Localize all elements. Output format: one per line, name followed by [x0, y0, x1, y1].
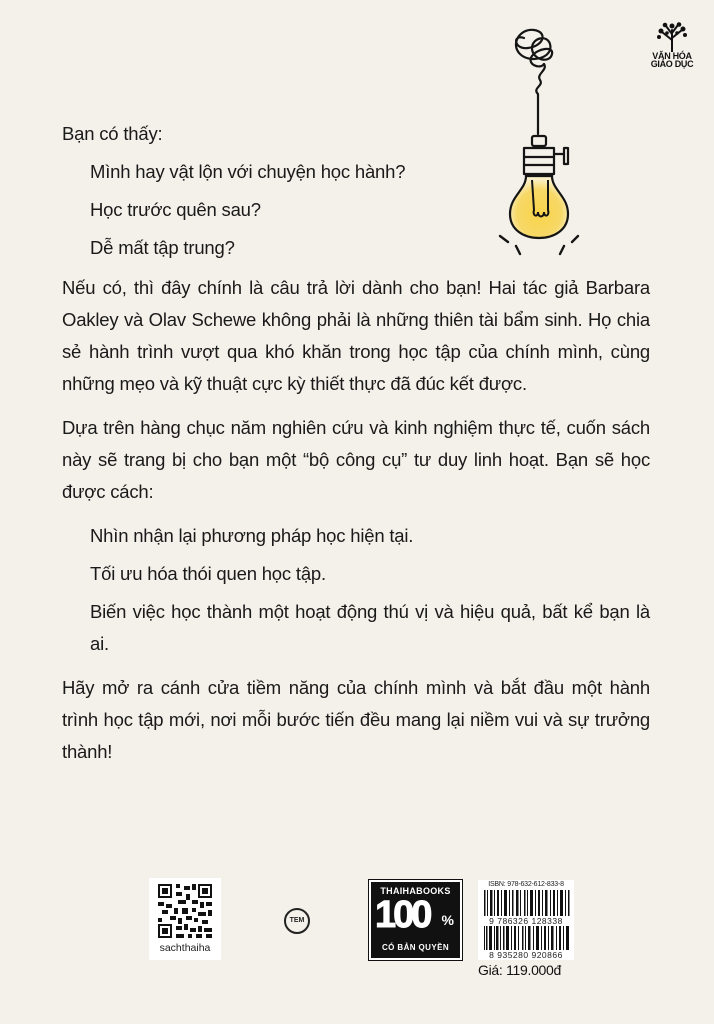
paragraph-closing: Hãy mở ra cánh cửa tiềm năng của chính mình và bắt đầu một hành trình học tập mới, nơi mỗi bước tiến đều mang lại niềm vui và sự trưởng thành! — [62, 677, 650, 762]
publisher-logo — [642, 22, 702, 68]
badge-brand: THAIHABOOKS — [380, 886, 451, 896]
qr-code-icon — [158, 884, 212, 938]
paragraph-toolkit: Dựa trên hàng chục năm nghiên cứu và kinh nghiệm thực tế, cuốn sách này sẽ trang bị cho bạn một “bộ công cụ” tư duy linh hoạt. Bạn sẽ học được cách: — [62, 417, 650, 502]
barcode-icon — [482, 926, 570, 951]
publisher-name-line1: VĂN HÓA — [652, 51, 692, 61]
publisher-name-line2: GIÁO DỤC — [650, 59, 694, 69]
tree-icon — [656, 22, 688, 52]
barcode-block — [478, 880, 574, 960]
barcode-number-2: 8 935280 920866 — [478, 950, 574, 960]
benefit-item: Nhìn nhận lại phương pháp học hiện tại. — [90, 525, 414, 546]
paragraph-authors: Nếu có, thì đây chính là câu trả lời dành cho bạn! Hai tác giả Barbara Oakley và Olav Schewe không phải là những thiên tài bẩm sinh. Họ chia sẻ hành trình vượt qua khó khăn trong học tập của chính mình, cùng những mẹo và kỹ thuật cực kỳ thiết thực đã đúc kết được. — [62, 277, 650, 394]
qr-code[interactable] — [149, 878, 221, 960]
blurb-text — [62, 118, 650, 780]
intro-line: Bạn có thấy: — [62, 123, 163, 144]
benefit-item: Biến việc học thành một hoạt động thú vị và hiệu quả, bất kể bạn là ai. — [90, 601, 650, 654]
barcode-icon — [482, 890, 570, 917]
qr-caption: sachthaiha — [159, 942, 211, 954]
badge-number: 100 — [375, 894, 430, 936]
isbn-label: ISBN: 978-632-612-833-8 — [488, 881, 564, 888]
badge-percent: % — [441, 912, 454, 928]
copyright-badge — [369, 880, 462, 960]
question-item: Dễ mất tập trung? — [90, 237, 235, 258]
question-item: Mình hay vật lộn với chuyện học hành? — [90, 161, 406, 182]
tem-stamp-icon: TEM — [284, 908, 310, 934]
question-item: Học trước quên sau? — [90, 199, 261, 220]
price-label: Giá: 119.000đ — [478, 962, 562, 978]
benefit-item: Tối ưu hóa thói quen học tập. — [90, 563, 326, 584]
barcode-number-1: 9 786326 128338 — [478, 916, 574, 926]
badge-subtitle: CÓ BẢN QUYỀN — [381, 943, 450, 952]
